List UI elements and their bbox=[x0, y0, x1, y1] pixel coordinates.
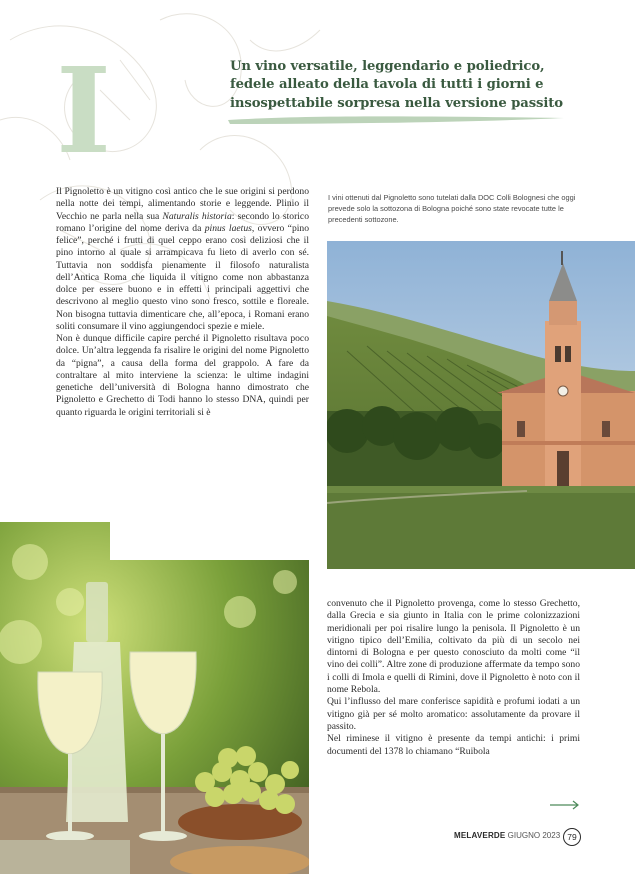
magazine-name: MELAVERDE bbox=[454, 831, 506, 840]
headline-line: Un vino versatile, leggendario e poliedrico, bbox=[230, 59, 545, 74]
issue-date: GIUGNO 2023 bbox=[507, 831, 561, 840]
paragraph: Non è dunque difficile capire perché il Pignoletto risultava poco dolce. Un’altra leggenda fa risalire le origini del nome Pignoletto da “pigna”, a causa della forma del grappolo. A fare da contraltare al mito interviene la scienza: le ultime indagini genetiche dell’università di Bologna hanno dimostrato che Pignoletto e Grechetto di Todi hanno lo stesso DNA, quindi per quanto riguarda le origini territoriali si è bbox=[56, 333, 309, 418]
paragraph: Qui l’influsso del mare conferisce sapidità e profumi iodati a un vitigno già per sé molto aromatico: assolutamente da provare il passito. bbox=[327, 696, 580, 732]
arrow-right-icon bbox=[549, 799, 581, 811]
headline-line: fedele alleato della tavola di tutti i giorni e bbox=[230, 77, 544, 93]
paragraph: Nel riminese il vitigno è presente da tempi antichi: i primi documenti del 1378 lo chiamano “Ruibola bbox=[327, 733, 580, 757]
drop-cap: I bbox=[56, 41, 112, 180]
body-column-left bbox=[56, 186, 309, 419]
headline bbox=[230, 58, 590, 113]
headline-line: insospettabile sorpresa nella versione passito bbox=[230, 95, 563, 111]
wine-glasses-photo bbox=[0, 522, 309, 874]
page-footer bbox=[454, 831, 560, 840]
headline-underline bbox=[226, 113, 566, 127]
paragraph: Il Pignoletto è un vitigno così antico che le sue origini si perdono nella notte dei tempi, alimentando storie e leggende. Plinio il Vecchio ne parla nella sua Naturalis historia: secondo lo storico romano l’origine del nome deriva da pinus laetus, ovvero “pino felice”, perché i frutti di quel ceppo erano così deliziosi che il pino intorno al quale si arrampicava fu lieto di averlo con sé. Tuttavia non soddisfa pienamente il filosofo naturalista dell’Antica Roma che liquida il vitigno come non abbastanza dolce per essere buono e in effetti i principali aggettivi che descrivono al meglio questo vino sono fresco, sottile e floreale. Non bisogna tuttavia dimenticare che, all’epoca, i Romani erano soliti consumare il vino aggiungendoci spezie e miele. bbox=[56, 186, 309, 332]
photo-caption-church: I vini ottenuti dal Pignoletto sono tutelati dalla DOC Colli Bolognesi che oggi prevede solo la sottozona di Bologna poiché sono state revocate tutte le precedenti sottozone. bbox=[328, 193, 576, 224]
page-number: 79 bbox=[563, 828, 581, 846]
body-column-right bbox=[327, 598, 580, 758]
paragraph: convenuto che il Pignoletto provenga, come lo stesso Grechetto, dalla Grecia e sia giunto in Italia con le prime colonizzazioni meridionali per poi risalire lungo la penisola. Il Pignoletto è un vitigno tipico dell’Emilia, coltivato da più di un secolo nei dintorni di Bologna e per questo conosciuto da molti come “il vino dei colli”. Altre zone di produzione affermate da tempo sono i colli di Imola e quelli di Rimini, dove il Pignoletto è noto con il nome Rebola. bbox=[327, 598, 580, 696]
church-vineyard-photo bbox=[327, 241, 635, 569]
